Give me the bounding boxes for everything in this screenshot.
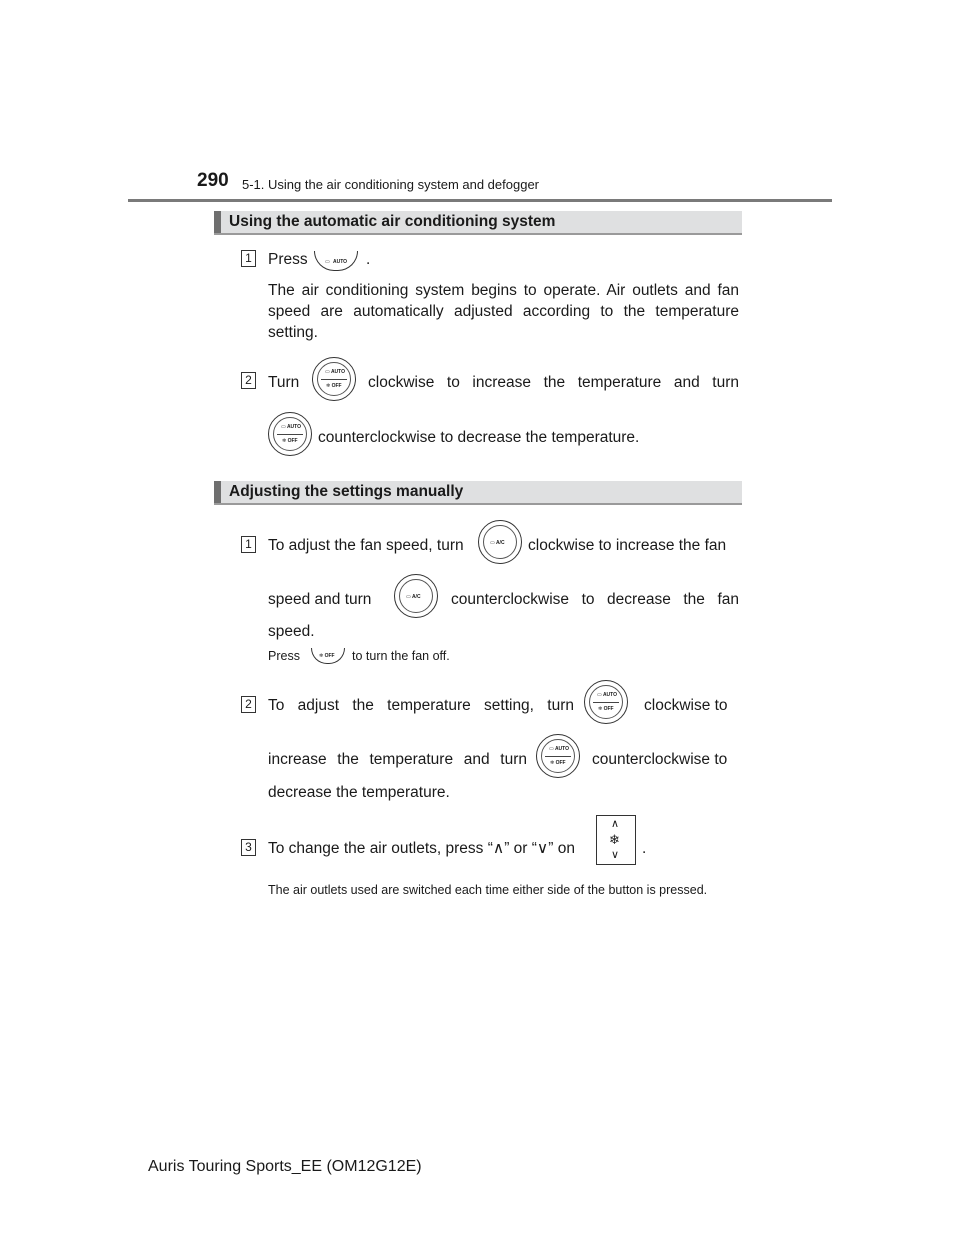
step-text: clockwise to [644, 697, 728, 714]
heading-bar [214, 211, 221, 233]
air-outlet-selector-icon: ∧ ❄ ∨ [596, 815, 636, 865]
fan-off-button-icon: ❄ OFF [311, 648, 345, 664]
step-text: clockwise to increase the fan [528, 537, 727, 554]
ac-dial-icon: ▭ A/C [394, 574, 438, 618]
auto-off-dial-icon: ▭ AUTO ❄ OFF [312, 357, 356, 401]
step-text: . [642, 840, 647, 857]
footer-text: Auris Touring Sports_EE (OM12G12E) [148, 1158, 422, 1175]
step-text-tail: . [366, 251, 371, 268]
step-text: To change the air outlets, press “∧” or “∨” on [268, 840, 575, 857]
section-heading-text: Using the automatic air conditioning system [229, 213, 556, 230]
ac-dial-icon: ▭ A/C [478, 520, 522, 564]
page-number: 290 [197, 170, 229, 191]
header-rule [128, 199, 832, 202]
step-number-2: 2 [241, 372, 256, 389]
auto-off-dial-icon: ▭ AUTO ❄ OFF [268, 412, 312, 456]
step-text: To adjust the fan speed, turn [268, 537, 464, 554]
section-heading-manual [214, 481, 742, 505]
auto-off-dial-icon: ▭ AUTO ❄ OFF [584, 680, 628, 724]
step-number-3: 3 [241, 839, 256, 856]
step-number-1: 1 [241, 250, 256, 267]
note-text: to turn the fan off. [352, 649, 450, 663]
step-description: The air conditioning system begins to operate. Air outlets and fan speed are automatically adjusted according to the temperature setting. [268, 282, 739, 341]
step-text: To adjust the temperature setting, turn [268, 697, 574, 714]
step-text-turn: Turn [268, 374, 300, 391]
chapter-title: 5-1. Using the air conditioning system and defogger [242, 177, 540, 192]
note-text: Press [268, 649, 300, 663]
step-text: speed and turn [268, 591, 372, 608]
note-text: The air outlets used are switched each time either side of the button is pressed. [268, 883, 708, 897]
auto-off-dial-icon: ▭ AUTO ❄ OFF [536, 734, 580, 778]
step-text: speed. [268, 623, 315, 640]
auto-button-icon: ▭ AUTO [314, 251, 358, 271]
step-text: decrease the temperature. [268, 784, 450, 801]
step-number-2: 2 [241, 696, 256, 713]
step-text: counterclockwise to [592, 751, 728, 768]
heading-bar [214, 481, 221, 503]
step-text-clockwise: clockwise to increase the temperature and turn [368, 374, 739, 391]
section-heading-automatic [214, 211, 742, 235]
step-text: counterclockwise to decrease the fan [451, 591, 739, 608]
step-number-1: 1 [241, 536, 256, 553]
step-text-counterclockwise: counterclockwise to decrease the temperature. [318, 429, 640, 446]
step-text: increase the temperature and turn [268, 751, 527, 768]
section-heading-text: Adjusting the settings manually [229, 483, 464, 500]
step-text-press: Press [268, 251, 308, 268]
